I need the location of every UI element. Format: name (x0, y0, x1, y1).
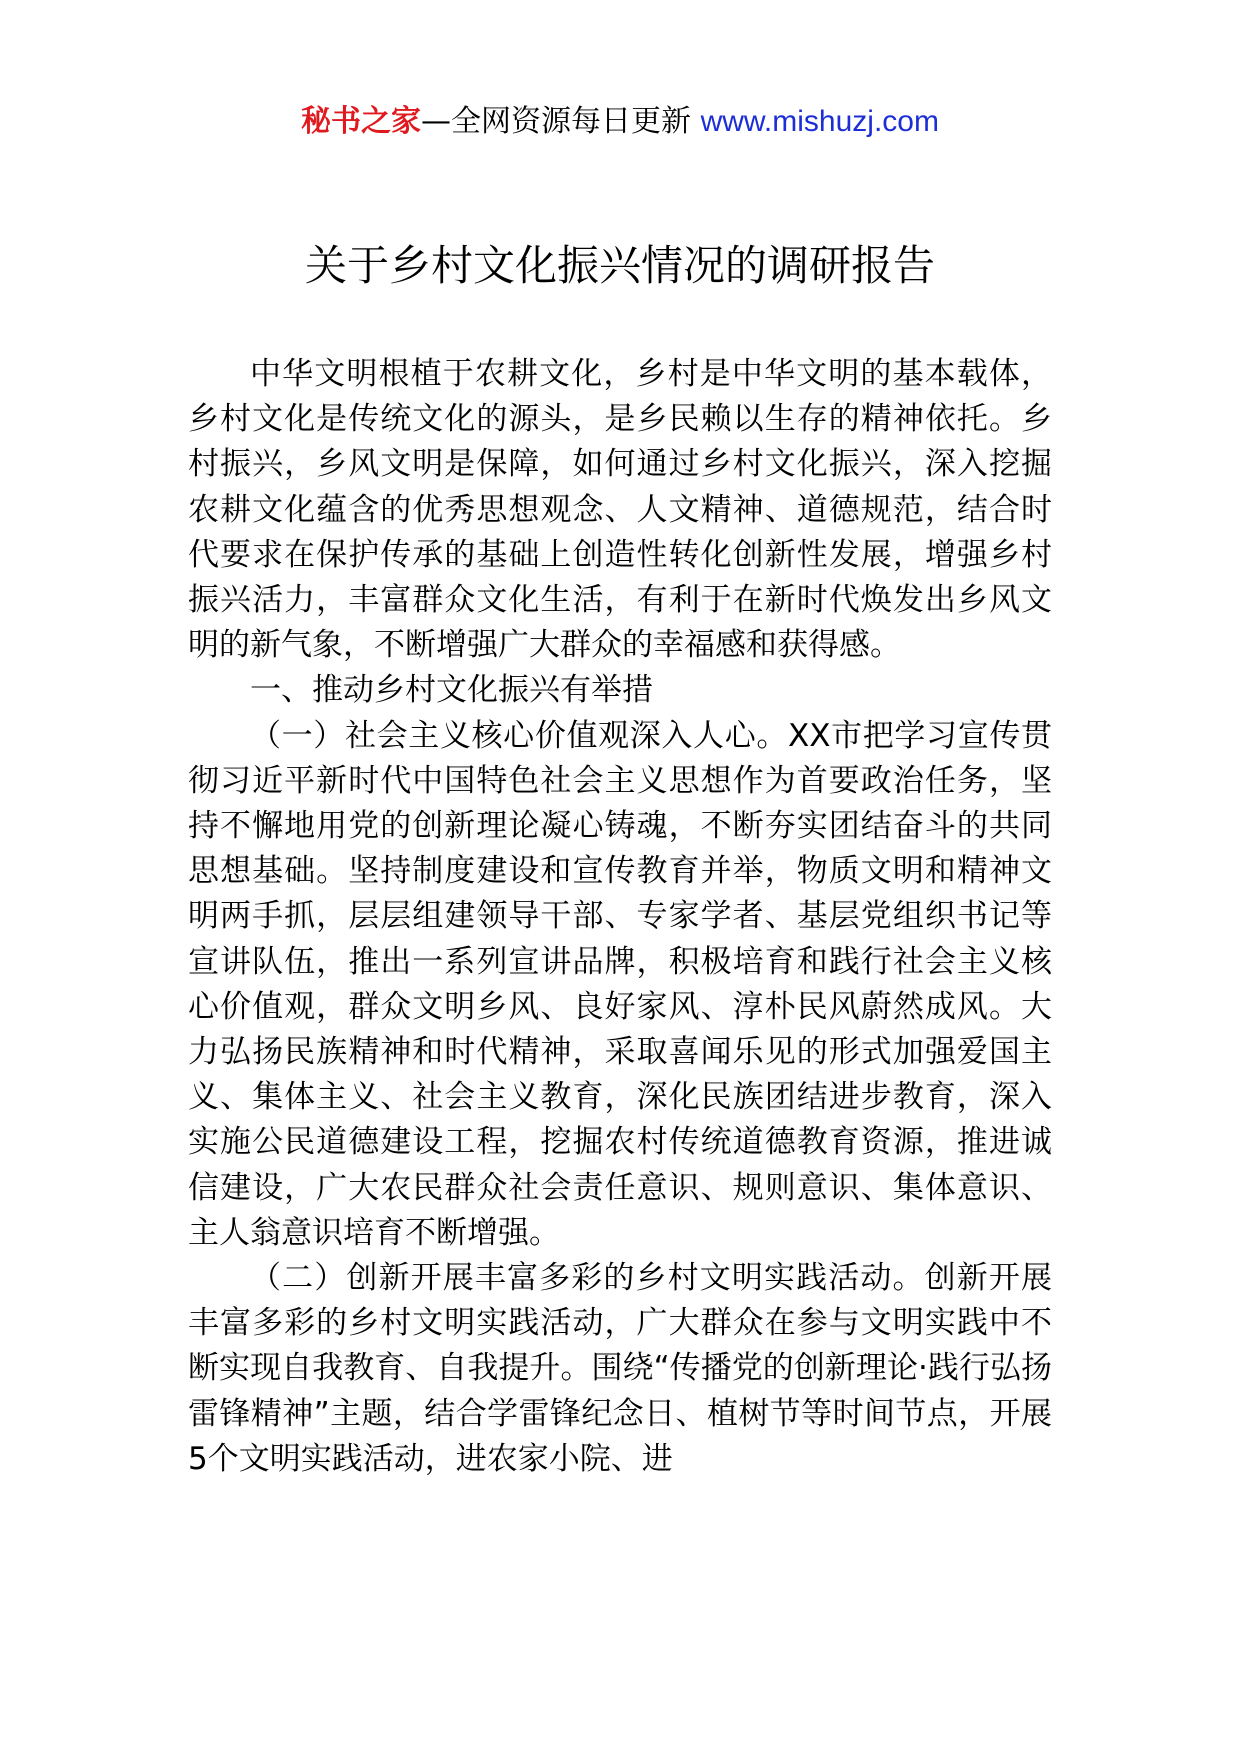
site-brand: 秘书之家 (301, 104, 422, 139)
section-heading-1: 一、推动乡村文化振兴有举措 (250, 672, 653, 709)
document-title: 关于乡村文化振兴情况的调研报告 (304, 241, 935, 290)
site-url-link[interactable]: www.mishuzj.com (700, 105, 939, 138)
paragraph-1-1: （一）社会主义核心价值观深入人心。XX市把学习宣传贯彻习近平新时代中国特色社会主义思想作为首要政治任务，坚持不懈地用党的创新理论凝心铸魂，不断夯实团结奋斗的共同思想基础。坚持制度建设和宣传教育并举，物质文明和精神文明两手抓，层层组建领导干部、专家学者、基层党组织书记等宣讲队伍，推出一系列宣讲品牌，积极培育和践行社会主义核心价值观，群众文明乡风、良好家风、淳朴民风蔚然成风。大力弘扬民族精神和时代精神，采取喜闻乐见的形式加强爱国主义、集体主义、社会主义教育，深化民族团结进步教育，深入实施公民道德建设工程，挖掘农村传统道德教育资源，推进诚信建设，广大农民群众社会责任意识、规则意识、集体意识、主人翁意识培育不断增强。 (188, 717, 1052, 1251)
site-header (0, 100, 1240, 144)
paragraph-1-2: （二）创新开展丰富多彩的乡村文明实践活动。创新开展丰富多彩的乡村文明实践活动，广大群众在参与文明实践中不断实现自我教育、自我提升。围绕“传播党的创新理论·践行弘扬雷锋精神”主题，结合学雷锋纪念日、植树节等时间节点，开展5个文明实践活动，进农家小院、进 (188, 1260, 1052, 1477)
paragraph-intro: 中华文明根植于农耕文化，乡村是中华文明的基本载体，乡村文化是传统文化的源头，是乡民赖以生存的精神依托。乡村振兴，乡风文明是保障，如何通过乡村文化振兴，深入挖掘农耕文化蕴含的优秀思想观念、人文精神、道德规范，结合时代要求在保护传承的基础上创造性转化创新性发展，增强乡村振兴活力，丰富群众文化生活，有利于在新时代焕发出乡风文明的新气象，不断增强广大群众的幸福感和获得感。 (188, 356, 1052, 664)
document-body (188, 352, 1052, 1482)
site-tagline: —全网资源每日更新 (421, 104, 701, 139)
